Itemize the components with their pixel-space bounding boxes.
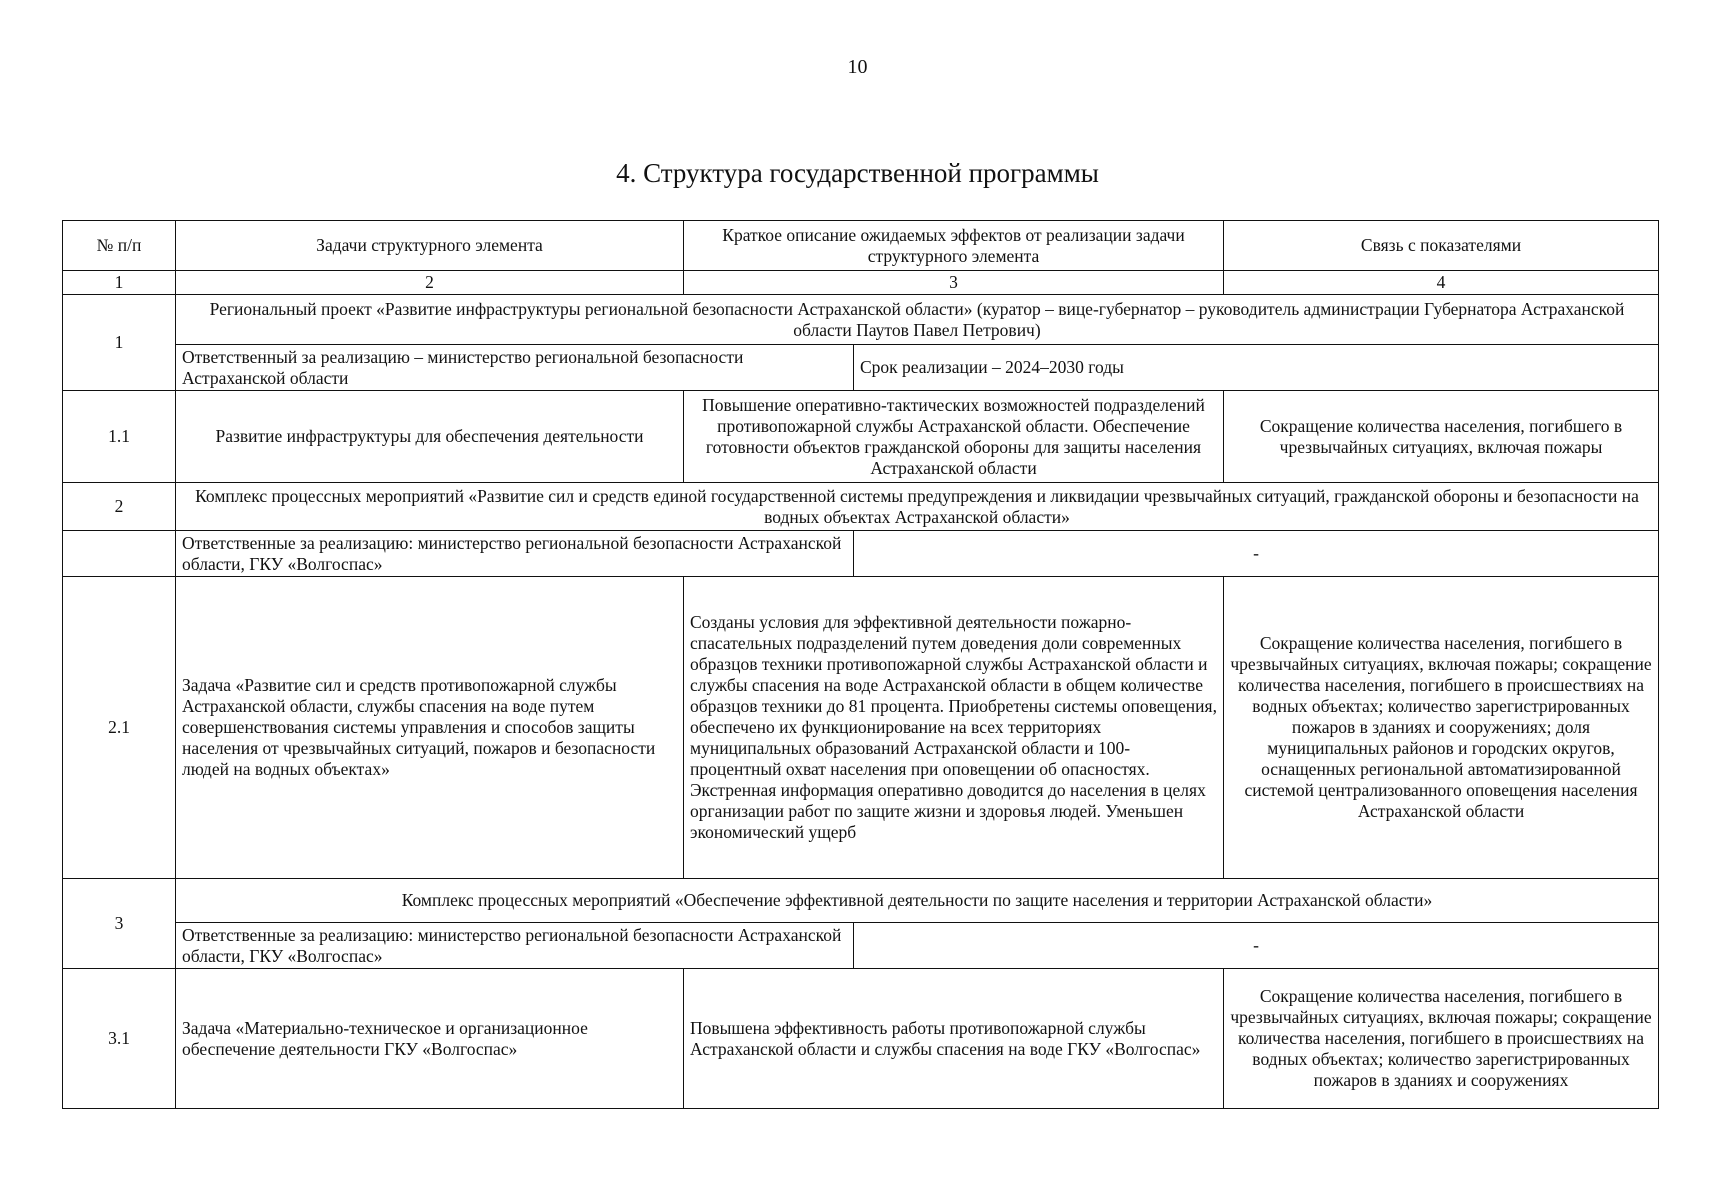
header-num: № п/п [63, 221, 176, 271]
responsible-text: Ответственный за реализацию – министерство региональной безопасности Астраханской области [176, 345, 854, 391]
term-text: - [854, 531, 1659, 577]
section-num: 3 [63, 879, 176, 969]
effect-text: Повышена эффективность работы противопожарной службы Астраханской области и службы спасения на воде ГКУ «Волгоспас» [684, 969, 1224, 1109]
responsible-row [63, 345, 1659, 391]
col-number: 2 [176, 271, 684, 295]
responsible-row [63, 923, 1659, 969]
section-row [63, 483, 1659, 531]
col-number: 1 [63, 271, 176, 295]
header-indicators: Связь с показателями [1224, 221, 1659, 271]
task-text: Задача «Развитие сил и средств противопожарной службы Астраханской области, службы спасения на воде путем совершенствования системы управления и способов защиты населения от чрезвычайных ситуаций, пожаров и безопасности людей на водных объектах» [176, 577, 684, 879]
section-title: Комплекс процессных мероприятий «Обеспечение эффективной деятельности по защите населения и территории Астраханской области» [176, 879, 1659, 923]
empty-cell [63, 531, 176, 577]
section-row [63, 295, 1659, 345]
section-num: 2 [63, 483, 176, 531]
col-number: 4 [1224, 271, 1659, 295]
header-tasks: Задачи структурного элемента [176, 221, 684, 271]
section-row [63, 879, 1659, 923]
task-text: Развитие инфраструктуры для обеспечения деятельности [176, 391, 684, 483]
column-numbers-row [63, 271, 1659, 295]
task-row [63, 391, 1659, 483]
table-header-row [63, 221, 1659, 271]
page-number: 10 [847, 56, 868, 78]
task-row [63, 969, 1659, 1109]
responsible-row [63, 531, 1659, 577]
header-effects: Краткое описание ожидаемых эффектов от реализации задачи структурного элемента [684, 221, 1224, 271]
program-structure-table [62, 220, 1659, 1109]
task-num: 3.1 [63, 969, 176, 1109]
task-text: Задача «Материально-техническое и организационное обеспечение деятельности ГКУ «Волгоспас» [176, 969, 684, 1109]
responsible-text: Ответственные за реализацию: министерство региональной безопасности Астраханской области, ГКУ «Волгоспас» [176, 923, 854, 969]
responsible-text: Ответственные за реализацию: министерство региональной безопасности Астраханской области, ГКУ «Волгоспас» [176, 531, 854, 577]
section-title: Региональный проект «Развитие инфраструктуры региональной безопасности Астраханской области» (куратор – вице-губернатор – руководитель администрации Губернатора Астраханской области Паутов Павел Петрович) [176, 295, 1659, 345]
section-title: Комплекс процессных мероприятий «Развитие сил и средств единой государственной системы предупреждения и ликвидации чрезвычайных ситуаций, гражданской обороны и безопасности на водных объектах Астраханской области» [176, 483, 1659, 531]
effect-text: Повышение оперативно-тактических возможностей подразделений противопожарной службы Астраханской области. Обеспечение готовности объектов гражданской обороны для защиты населения Астраханской области [684, 391, 1224, 483]
task-num: 1.1 [63, 391, 176, 483]
page-title: 4. Структура государственной программы [616, 158, 1099, 188]
term-text: Срок реализации – 2024–2030 годы [854, 345, 1659, 391]
section-num: 1 [63, 295, 176, 391]
task-num: 2.1 [63, 577, 176, 879]
effect-text: Созданы условия для эффективной деятельности пожарно-спасательных подразделений путем доведения доли современных образцов техники противопожарной службы Астраханской области и службы спасения на воде Астраханской области в общем количестве образцов техники до 81 процента. Приобретены системы оповещения, обеспечено их функционирование на всех территориях муниципальных образований Астраханской области и 100-процентный охват населения при оповещении об опасностях. Экстренная информация оперативно доводится до населения в целях организации работ по защите жизни и здоровья людей. Уменьшен экономический ущерб [684, 577, 1224, 879]
term-text: - [854, 923, 1659, 969]
indicator-text: Сокращение количества населения, погибшего в чрезвычайных ситуациях, включая пожары [1224, 391, 1659, 483]
task-row [63, 577, 1659, 879]
indicator-text: Сокращение количества населения, погибшего в чрезвычайных ситуациях, включая пожары; сокращение количества населения, погибшего в происшествиях на водных объектах; количество зарегистрированных пожаров в зданиях и сооружениях [1224, 969, 1659, 1109]
col-number: 3 [684, 271, 1224, 295]
indicator-text: Сокращение количества населения, погибшего в чрезвычайных ситуациях, включая пожары; сокращение количества населения, погибшего в происшествиях на водных объектах; количество зарегистрированных пожаров в зданиях и сооружениях; доля муниципальных районов и городских округов, оснащенных региональной автоматизированной системой централизованного оповещения населения Астраханской области [1224, 577, 1659, 879]
